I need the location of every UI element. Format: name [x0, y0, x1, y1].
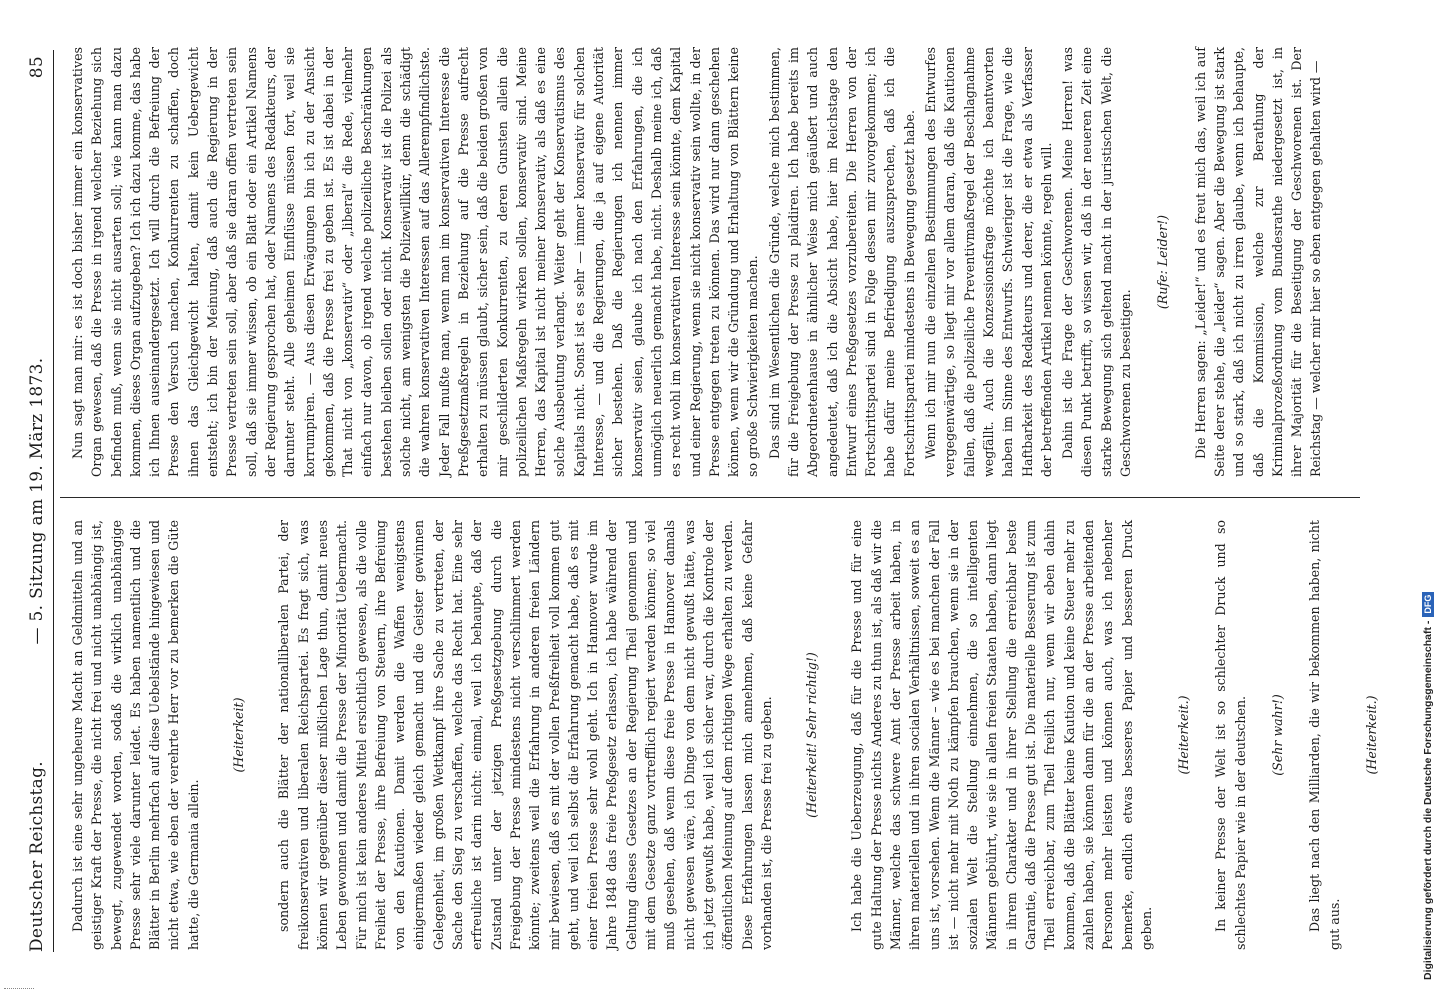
paragraph: Dadurch ist eine sehr ungeheure Macht an Geldmitteln und an geistiger Kraft der Presse, die nicht frei und nicht unabhängig ist, bewegt, zugewendet worden, sodaß die wirklich unabhängige Presse sehr viele darunter leidet. Es haben namentlich und die Blätter in Berlin mehrfach auf diese Uebelstände hingewiesen und nicht etwa, wie eben der verehrte Herr vor zu bemerken die Güte hatte, die Germania allein. — [70, 520, 201, 950]
column-divider — [60, 497, 1360, 498]
paragraph: In keiner Presse der Welt ist so schlechter Druck und so schlechtes Papier wie in der deutschen. — [1213, 520, 1248, 950]
interjection: (Sehr wahr!) — [1270, 694, 1286, 776]
page-number: 85 — [27, 56, 47, 79]
left-column — [68, 520, 1399, 950]
paragraph: Das sind im Wesentlichen die Gründe, welche mich bestimmen, für die Freigebung der Presse zu plaidiren. Ich habe bereits im Abgeordnetenhause in ähnlicher Weise mich geäußert und auch angedeutet, daß ich die Absicht habe, hier im Reichstage den Entwurf eines Preßgesetzes vorzubereiten. Die Herren von der Fortschrittspartei sind in Folge dessen mir zuvorgekommen; ich habe dafür meine Befriedigung auszusprechen, daß ich die Fortschrittspartei mindestens in Bewegung gesetzt habe. — [766, 47, 917, 477]
paragraph: Die Herren sagen: „Leider!“ und es freut mich das, weil ich auf Seite derer stehe, die „leider“ sagen. Aber die Bewegung ist stark und so stark, daß ich nicht zu irren glaube, wenn ich behaupte, daß die Kommission, welche zur Berathung der Kriminalprozeßordnung vom Bundesrathe niedergesetzt ist, in ihrer Majorität für die Beseitigung der Geschworenen ist. Der Reichstag — welcher mir hier so eben entgegen gehalten wird — — [1192, 47, 1324, 477]
interjection: (Rufe: Leider!) — [1155, 214, 1171, 310]
page-header — [24, 50, 54, 952]
paragraph: Wenn ich mir nun die einzelnen Bestimmungen des Entwurfes vergegenwärtige, so liegt mir vor allem daran, daß die Kautionen fallen, daß die polizeiliche Preventivmaßregel der Beschlagnahme wegfällt. Auch die Konzessionsfrage möchte ich beantworten haben im Sinne des Entwurfs. Schwieriger ist die Frage, wie die Haftbarkeit des Redakteurs und derer, die er etwa als Verfasser der betreffenden Artikel nennen könnte, regeln will. — [923, 47, 1054, 477]
paragraph: Nun sagt man mir: es ist doch bisher immer ein konservatives Organ gewesen, daß die Presse in irgend welcher Beziehung sich befinden muß, wenn sie nicht ausarten soll; wie kann man dazu kommen, dieses Organ aufzugeben? Ich ich dazu komme, das habe ich Ihnen auseinandergesetzt. Ich will durch die Befreiung der Presse den Versuch machen, Konkurrenten zu schaffen, doch ihnen das Gleichgewicht halten, damit kein Uebergewicht entsteht; ich bin der Meinung, daß auch die Regierung in der Presse vertreten sein soll, aber daß sie daran offen vertreten sein soll, daß sie immer wissen, ob ein Blatt oder ein Artikel Namens der Regierung gesprochen hat, oder Namens des Redakteurs, der darunter steht. Alle geheimen Einflüsse müssen fort, weil sie korrumpiren. — Aus diesen Erwägungen bin ich zu der Ansicht gekommen, daß die Presse frei zu geben ist. Es ist dabei in der That nicht von „konservativ“ oder „liberal“ die Rede, vielmehr einfach nur davon, ob irgend welche polizeiliche Beschränkungen bestehen bleiben sollen oder nicht. Konservativ ist die Polizei als solche nicht, am wenigsten die Polizeiwillkür, denn die schädigt die wahren konservativen Interessen auf das Allerempfindlichste. Jeder Fall mußte man, wenn man im konservativen Interesse die Preßgesetzmaßregeln in Beziehung auf die Presse aufrecht erhalten zu müssen glaubt, sicher sein, daß die beiden großen von mir geschilderten Konkurrenten, zu deren Gunsten allein die polizeilichen Maßregeln wirken sollen, konservativ sind. Meine Herren, das Kapital ist nicht meiner konservativ, als daß es eine solche Ausbeutung verlangt. Weiter geht der Konservatismus des Kapitals nicht. Sonst ist es sehr — immer konservativ für solchen Interesse, — und die Regierungen, die ja auf eigene Autorität sicher bestehen. Daß die Regierungen ich nennen immer konservativ seien, glaube ich nach den Erfahrungen, die ich unmöglich neuerlich gemacht habe, nicht. Deshalb meine ich, daß es recht wohl im konservativen Interesse sein könnte, dem Kapital und einer Regierung, wenn sie nicht konservativ sein wollte, in der Presse entgegen treten zu können. Das wird nur dann geschehen können, wenn wir die Gründung und Erhaltung von Blättern keine so große Schwierigkeiten machen. — [70, 47, 761, 477]
header-title: Deutscher Reichstag. — [27, 761, 47, 952]
digitization-credit — [1412, 0, 1432, 1000]
scan-edge-mark — [4, 988, 34, 996]
right-column — [68, 47, 1328, 477]
paragraph: Das liegt nach den Milliarden, die wir bekommen haben, nicht gut aus. — [1307, 520, 1342, 950]
paragraph: sondern auch die Blätter der nationalliberalen Partei, der freikonservativen und liberalen Reichspartei. Es fragt sich, was können wir gegenüber dieser mißlichen Lage thun, damit neues Leben gewonnen und damit die Presse der Minorität Uebermacht. Für mich ist kein anderes Mittel ersichtlich gewesen, als die volle Freiheit der Presse, ihre Befreiung von Steuern, ihre Befreiung von den Kautionen. Damit werden die Waffen wenigstens einigermaßen wieder gleich gemacht und die Geister gewinnen Gelegenheit, im großen Wettkampf ihre Sache zu vertreten, der Sache den Sieg zu verschaffen, welche das Recht hat. Eine sehr erfreuliche ist darin nicht: einmal, weil ich behaupte, daß der Zustand unter der jetzigen Preßgesetzgebung durch die Freigebung der Presse mindestens nicht verschlimmert werden könnte; zweitens weil die Erfahrung in anderen freien Ländern mir bewiesen, daß es mit der vollen Preßfreiheit voll kommen gut geht, und weil ich selbst die Erfahrung gemacht habe, daß es mit einer freien Presse sehr wohl geht. Ich in Hannover wurde im Jahre 1848 das freie Preßgesetz erlassen, ich habe während der Geltung dieses Gesetzes an der Regierung Theil genommen und mit dem Gesetze ganz vortrefflich regiert werden können; so viel muß gesehen, daß wenn diese freie Presse in Hannover damals nicht gewesen wäre, ich Dinge von dem nicht gewußt hätte, was ich jetzt gewußt habe, weil ich sicher war, durch die Kontrole der öffentlichen Meinung auf dem richtigen Wege erhalten zu werden. Diese Erfahrungen lassen mich annehmen, daß keine Gefahr vorhanden ist, die Presse frei zu geben. — [276, 520, 774, 950]
interjection: (Heiterkeit.) — [1363, 695, 1379, 775]
dfg-logo: DFG — [1422, 592, 1434, 617]
interjection: (Heiterkeit.) — [1176, 695, 1192, 775]
interjection: (Heiterkeit! Sehr richtig!) — [804, 652, 820, 818]
header-session: — 5. Sitzung am 19. März 1873. — [27, 357, 47, 645]
paragraph: Ich habe die Ueberzeugung, daß für die Presse und für eine gute Haltung der Presse nichts Anderes zu thun ist, als daß wir die Männer, welche das schwere Amt der Presse arbeit haben, in ihren materiellen und in ihren socialen Verhältnissen, soweit es an uns ist, vorsehen. Wenn die Männer – wie es bei manchen der Fall ist — nicht mehr mit Noth zu kämpfen brauchen, wenn sie in der sozialen Welt die Stellung einnehmen, die so intelligenten Männern gebührt, wie sie in allen freien Staaten haben, dann liegt in ihrem Charakter und in ihrer Stellung die erreichbar beste Garantie, daß die Presse gut ist. Die materielle Besserung ist zum Theil erreichbar, zum Theil freilich nur, wenn wir eben dahin kommen, daß die Blätter keine Kaution und keine Steuer mehr zu zahlen haben, sie können dann für die an der Presse arbeitenden Personen mehr leisten und können auch, was ich nebenher bemerke, endlich etwas besseres Papier und besseren Druck geben. — [849, 520, 1154, 950]
credit-line — [1422, 592, 1434, 980]
interjection: (Heiterkeit) — [231, 697, 247, 773]
document-page — [6, 22, 1426, 982]
credit-text: Digitalisierung gefördert durch die Deutsche Forschungsgemeinschaft - — [1422, 620, 1434, 980]
paragraph: Dahin ist die Frage der Geschworenen. Meine Herren! was diesen Punkt betrifft, so wissen wir, daß in der neueren Zeit eine starke Bewegung sich geltend macht in der juristischen Welt, die Geschworenen zu beseitigen. — [1060, 47, 1134, 477]
